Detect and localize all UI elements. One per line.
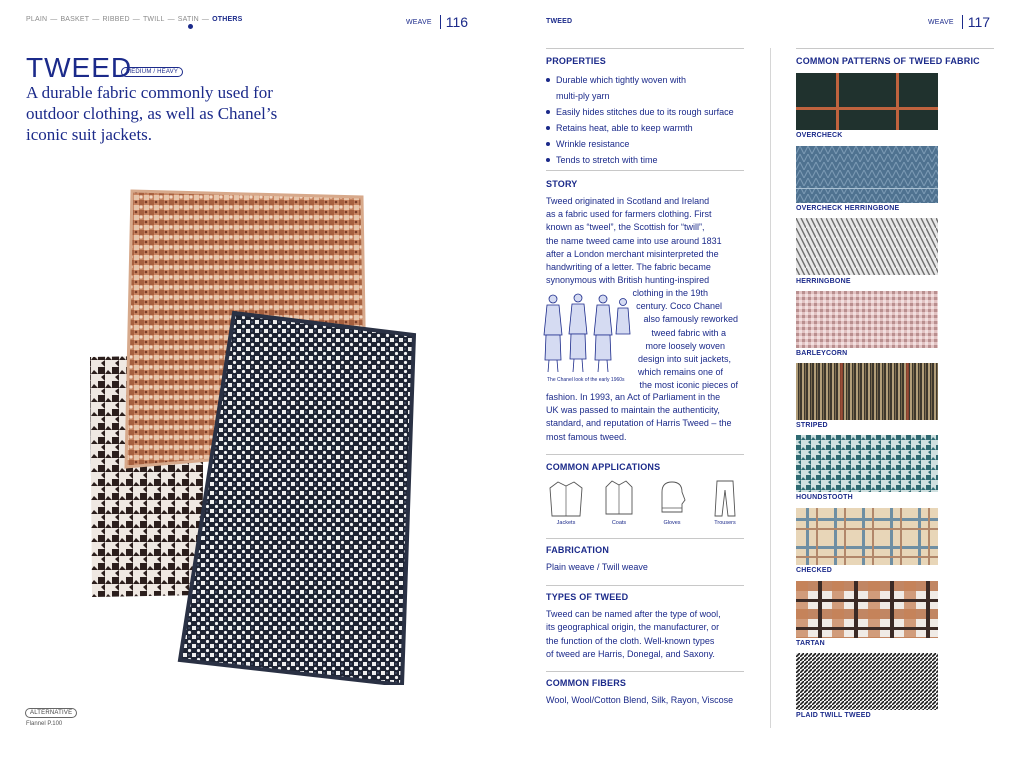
divider [546,671,744,672]
nav-item-twill[interactable]: TWILL [142,16,165,23]
header-divider [440,15,441,29]
section-label: WEAVE [928,18,954,26]
story-line: clothing in the 19th [632,288,708,298]
pattern-label: OVERCHECK HERRINGBONE [796,205,900,212]
pattern-label: PLAID TWILL TWEED [796,712,871,719]
nav-item-satin[interactable]: SATIN [177,16,199,23]
application-item [599,478,639,526]
story-line: synonymous with British hunting-inspired [546,275,710,286]
applications-row [546,478,746,528]
nav-separator: — [50,16,58,23]
divider [546,538,744,539]
list-item: Easily hides stitches due to its rough surface [546,104,734,120]
header-divider [962,15,963,29]
right-page-header [928,14,990,30]
properties-list [546,72,734,168]
illustration-caption: The Chanel look of the early 1960s [547,377,625,383]
nav-item-ribbed[interactable]: RIBBED [102,16,130,23]
left-page-header [406,14,468,30]
story-line: known as “tweel”, the Scottish for “twill”, [546,222,705,233]
fibers-heading: COMMON FIBERS [546,678,627,688]
subtitle-line: iconic suit jackets. [26,125,153,144]
types-line: of tweed are Harris, Donegal, and Saxony. [546,648,715,659]
story-line: also famously reworked [643,314,738,325]
pattern-label: BARLEYCORN [796,350,848,357]
list-item: Tends to stretch with time [546,152,734,168]
story-line: UK was passed to maintain the authenticity, [546,405,720,416]
overcheck-swatch [796,73,938,130]
pattern-label: CHECKED [796,567,833,574]
story-line: century. Coco Chanel [636,301,722,312]
subtitle-line: A durable fabric commonly used for [26,83,273,102]
fabrication-heading: FABRICATION [546,545,610,555]
divider [546,48,744,49]
divider [796,48,994,49]
application-item [546,478,586,526]
fabrication-text: Plain weave / Twill weave [546,562,648,572]
list-item: Retains heat, able to keep warmth [546,120,734,136]
application-item [705,478,745,526]
story-line: which remains one of [637,367,723,378]
overcheck-herringbone-swatch [796,146,938,203]
nav-item-basket[interactable]: BASKET [60,16,90,23]
divider [546,170,744,171]
nav-separator: — [201,16,210,23]
divider [546,454,744,455]
breadcrumb-nav [26,16,242,23]
story-line: more loosely woven [645,340,725,351]
houndstooth-swatch [796,435,938,492]
right-page-section-title: TWEED [546,18,573,25]
types-line: its geographical origin, the manufacturer, or [546,622,720,633]
properties-heading: PROPERTIES [546,56,607,66]
pattern-label: HERRINGBONE [796,278,851,285]
active-dot-icon [188,24,193,29]
application-label: Coats [611,520,627,526]
patterns-heading: COMMON PATTERNS OF TWEED FABRIC [796,56,980,66]
section-label: WEAVE [406,18,432,26]
application-item [652,478,692,526]
types-text [546,608,746,661]
nav-separator: — [132,16,140,23]
tartan-swatch [796,581,938,638]
coat-icon [599,478,639,518]
nav-active-indicator-wrap [26,16,27,17]
divider [546,585,744,586]
chanel-illustration [537,290,633,376]
story-text-top [546,195,722,287]
application-label: Trousers [714,520,736,526]
story-line: Tweed originated in Scotland and Ireland [546,196,710,206]
page-subtitle [26,82,316,145]
alternative-badge: ALTERNATIVE [25,708,77,718]
list-item-continuation: multi-ply yarn [556,91,610,101]
story-line: after a London merchant misinterpreted the [546,248,719,259]
glove-icon [652,478,692,518]
subtitle-line: outdoor clothing, as well as Chanel’s [26,104,278,123]
story-line: fashion. In 1993, an Act of Parliament in the [546,392,721,402]
column-divider [770,48,771,728]
tweed-fabric-photo [84,185,464,685]
types-line: Tweed can be named after the type of wool, [546,609,721,619]
types-heading: TYPES OF TWEED [546,592,629,602]
story-line: as a fabric used for farmers clothing. First [546,209,712,220]
striped-swatch [796,363,938,420]
pattern-label: HOUNDSTOOTH [796,494,853,501]
application-label: Gloves [663,520,681,526]
story-line: handwriting of a letter. The fabric became [546,262,711,273]
barleycorn-swatch [796,291,938,348]
story-line: most famous tweed. [546,431,627,442]
story-line: tweed fabric with a [651,327,726,338]
nav-separator: — [92,16,100,23]
herringbone-swatch [796,218,938,275]
list-item: Wrinkle resistance [546,136,734,152]
alternative-reference[interactable]: Flannel P.100 [26,721,63,727]
list-item: Durable which tightly woven with [546,72,734,88]
nav-separator: — [167,16,175,23]
applications-heading: COMMON APPLICATIONS [546,462,661,472]
story-line: the most iconic pieces of [639,380,738,391]
pattern-label: OVERCHECK [796,132,843,139]
trousers-icon [705,478,745,518]
page-number: 116 [445,14,469,30]
story-line: standard, and reputation of Harris Tweed – the [546,418,732,429]
story-heading: STORY [546,179,578,189]
story-line: the name tweed came into use around 1831 [546,235,722,246]
story-text-bottom [546,391,731,444]
jacket-icon [546,478,586,518]
page-title: TWEED [26,52,133,83]
plaid-twill-swatch [796,653,938,710]
checked-swatch [796,508,938,565]
nav-item-plain[interactable]: PLAIN [26,16,48,23]
pattern-label: TARTAN [796,640,825,647]
pattern-label: STRIPED [796,422,828,429]
page-number: 117 [967,14,991,30]
story-line: design into suit jackets, [637,354,731,365]
nav-item-others[interactable]: OTHERS [212,16,243,23]
weight-badge: MEDIUM / HEAVY [121,67,183,77]
fibers-text: Wool, Wool/Cotton Blend, Silk, Rayon, Viscose [546,695,734,705]
application-label: Jackets [556,520,576,526]
types-line: the function of the cloth. Well-known types [546,635,715,646]
